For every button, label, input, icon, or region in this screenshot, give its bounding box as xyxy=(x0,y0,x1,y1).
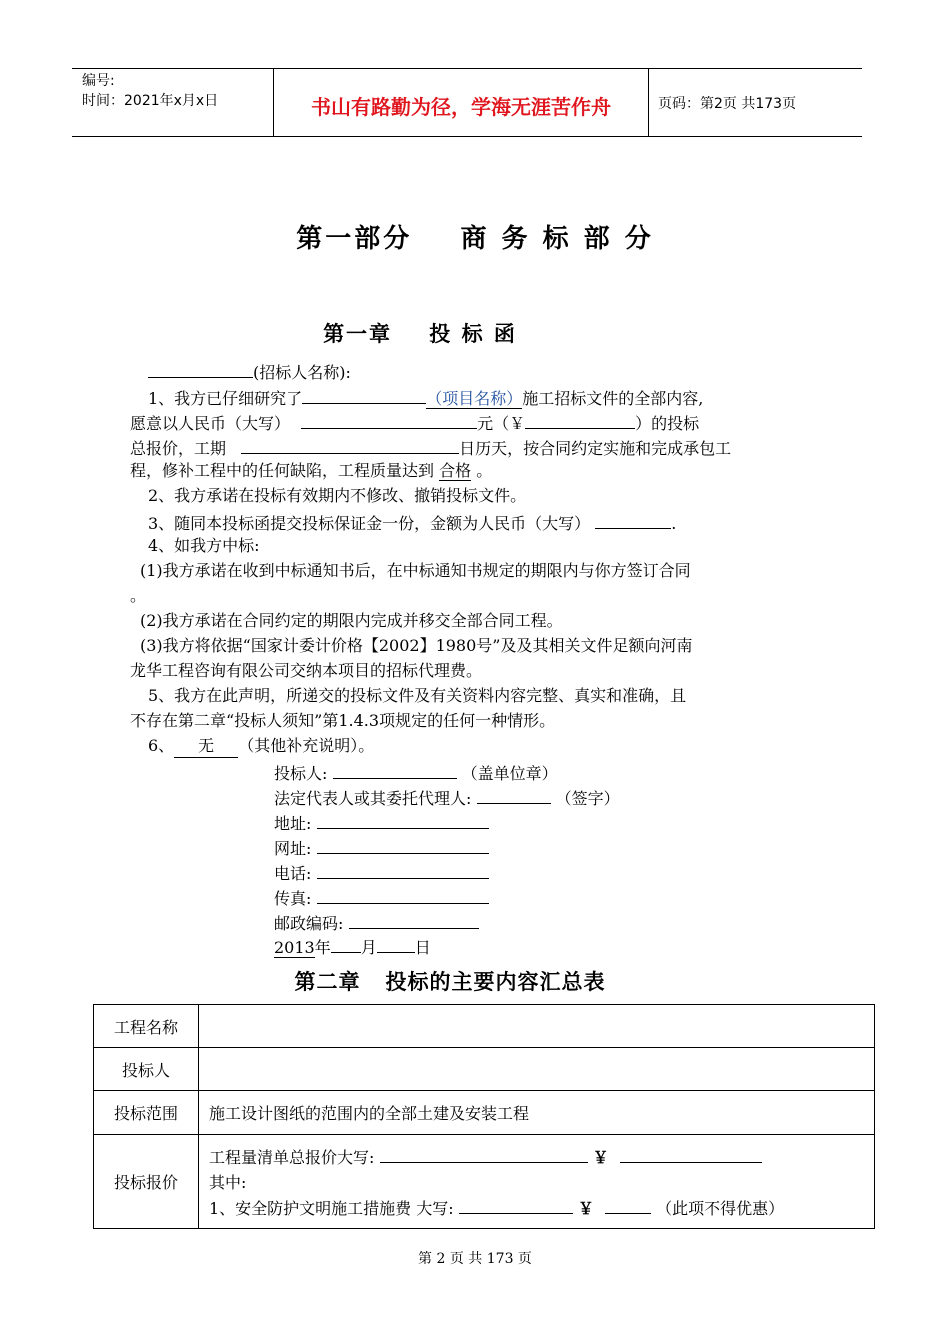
addressee-label: (招标人名称): xyxy=(253,363,351,382)
header-motto: 书山有路勤为径，学海无涯苦作舟 xyxy=(311,95,611,119)
para4-1-end: 。 xyxy=(130,586,147,605)
sign-address xyxy=(274,810,489,835)
deposit-blank xyxy=(595,510,671,529)
para1-text: 愿意以人民币（大写） xyxy=(130,414,291,433)
para3 xyxy=(148,510,676,535)
para2: 2、我方承诺在投标有效期内不修改、撤销投标文件。 xyxy=(148,486,527,505)
header-divider xyxy=(648,69,649,136)
sign-blank xyxy=(349,910,479,929)
header-meta xyxy=(82,71,218,111)
para6-text: （其他补充说明）。 xyxy=(238,736,375,755)
para1-text: 日历天，按合同约定实施和完成承包工 xyxy=(459,439,732,458)
addressee-blank xyxy=(148,359,253,378)
sign-label: 传真: xyxy=(274,889,312,908)
row-label: 工程名称 xyxy=(94,1005,199,1048)
quote-text: 1、安全防护文明施工措施费 大写: xyxy=(209,1199,454,1218)
para4: 4、如我方中标: xyxy=(148,536,260,555)
yen-symbol: ￥ xyxy=(577,1199,594,1218)
project-blank xyxy=(302,385,426,404)
sign-blank xyxy=(333,760,457,779)
para3-text: . xyxy=(671,514,677,533)
para3-text: 3、随同本投标函提交投标保证金一份，金额为人民币（大写） xyxy=(148,514,591,533)
para6-num: 6、 xyxy=(148,736,175,755)
sign-label: 电话: xyxy=(274,864,312,883)
para1-text: 总报价，工期 xyxy=(130,439,227,458)
row-value: 施工设计图纸的范围内的全部土建及安装工程 xyxy=(199,1091,875,1135)
para1-text: ）的投标 xyxy=(635,414,700,433)
date-day-blank xyxy=(377,934,415,953)
para1-line2 xyxy=(130,410,699,435)
amount-figures-blank xyxy=(525,410,635,429)
para1-text: 施工招标文件的全部内容, xyxy=(522,389,704,408)
sign-blank xyxy=(317,860,489,879)
table-row xyxy=(94,1135,875,1229)
sign-label: 邮政编码: xyxy=(274,914,344,933)
para1-line3 xyxy=(130,435,731,460)
doc-time: 时间：2021年x月x日 xyxy=(82,93,219,109)
yen-symbol: ￥ xyxy=(592,1148,609,1167)
summary-table xyxy=(93,1004,875,1229)
quote-safety-line xyxy=(209,1195,864,1219)
sign-postcode xyxy=(274,910,479,935)
para1-text: 元（￥ xyxy=(477,414,526,433)
para4-1: (1)我方承诺在收到中标通知书后，在中标通知书规定的期限内与你方签订合同 xyxy=(140,561,691,580)
duration-blank xyxy=(241,435,459,454)
sign-note: （盖单位章） xyxy=(461,764,558,783)
para1-line1 xyxy=(148,385,703,410)
date-month-blank xyxy=(331,934,361,953)
sign-label: 网址: xyxy=(274,839,312,858)
sign-blank xyxy=(317,835,489,854)
sign-blank xyxy=(477,785,551,804)
table-row xyxy=(94,1048,875,1091)
quote-note: （此项不得优惠） xyxy=(656,1199,785,1218)
para1-text: 。 xyxy=(476,461,493,480)
row-value xyxy=(199,1048,875,1091)
sign-representative xyxy=(274,785,620,810)
chapter1-title: 第一章 投 标 函 xyxy=(323,321,517,346)
row-value xyxy=(199,1005,875,1048)
para6-value: 无 xyxy=(174,735,238,758)
row-label: 投标人 xyxy=(94,1048,199,1091)
quote-among-line: 其中: xyxy=(209,1173,247,1192)
quote-figures-blank xyxy=(620,1144,762,1163)
quote-words-blank xyxy=(380,1144,588,1163)
para4-3-line2: 龙华工程咨询有限公司交纳本项目的招标代理费。 xyxy=(130,661,483,680)
header-page-info: 页码：第2页 共173页 xyxy=(658,96,797,112)
table-row xyxy=(94,1005,875,1048)
sign-note: （签字） xyxy=(555,789,620,808)
sign-phone xyxy=(274,860,489,885)
project-name-placeholder: （项目名称） xyxy=(426,389,523,408)
para4-2: (2)我方承诺在合同约定的期限内完成并移交全部合同工程。 xyxy=(140,611,563,630)
date-label: 月 xyxy=(360,938,377,957)
page-footer: 第 2 页 共 173 页 xyxy=(418,1251,532,1267)
part-title: 第一部分 商 务 标 部 分 xyxy=(296,224,654,254)
sign-label: 地址: xyxy=(274,814,312,833)
sign-blank xyxy=(317,885,489,904)
row-label: 投标报价 xyxy=(94,1135,199,1229)
date-label: 日 xyxy=(414,938,431,957)
date-year: 2013 xyxy=(274,938,315,957)
sign-bidder xyxy=(274,760,558,785)
quality-value: 合格 xyxy=(439,461,472,480)
date-label: 年 xyxy=(314,938,331,957)
para1-text: 程，修补工程中的任何缺陷，工程质量达到 xyxy=(130,461,435,480)
sign-website xyxy=(274,835,489,860)
sign-date xyxy=(274,934,431,959)
table-row xyxy=(94,1091,875,1135)
para4-3-line1: (3)我方将依据“国家计委计价格【2002】1980号”及及其相关文件足额向河南 xyxy=(140,636,693,655)
row-label: 投标范围 xyxy=(94,1091,199,1135)
sign-label: 法定代表人或其委托代理人: xyxy=(274,789,472,808)
sign-label: 投标人: xyxy=(274,764,328,783)
row-value xyxy=(199,1135,875,1229)
quote-text: 工程量清单总报价大写: xyxy=(209,1148,375,1167)
chapter2-title: 第二章 投标的主要内容汇总表 xyxy=(294,969,606,994)
safety-words-blank xyxy=(459,1195,573,1214)
amount-words-blank xyxy=(301,410,477,429)
doc-number-label: 编号: xyxy=(82,73,115,89)
para6 xyxy=(148,735,374,758)
quote-total-line xyxy=(209,1144,864,1168)
para5-line1: 5、我方在此声明，所递交的投标文件及有关资料内容完整、真实和准确，且 xyxy=(148,686,687,705)
page-header xyxy=(72,68,862,137)
para5-line2: 不存在第二章“投标人须知”第1.4.3项规定的任何一种情形。 xyxy=(130,711,556,730)
para1-text: 1、我方已仔细研究了 xyxy=(148,389,303,408)
addressee-line xyxy=(148,359,351,384)
safety-figures-blank xyxy=(605,1195,651,1214)
para1-line4 xyxy=(130,460,492,482)
sign-fax xyxy=(274,885,489,910)
sign-blank xyxy=(317,810,489,829)
